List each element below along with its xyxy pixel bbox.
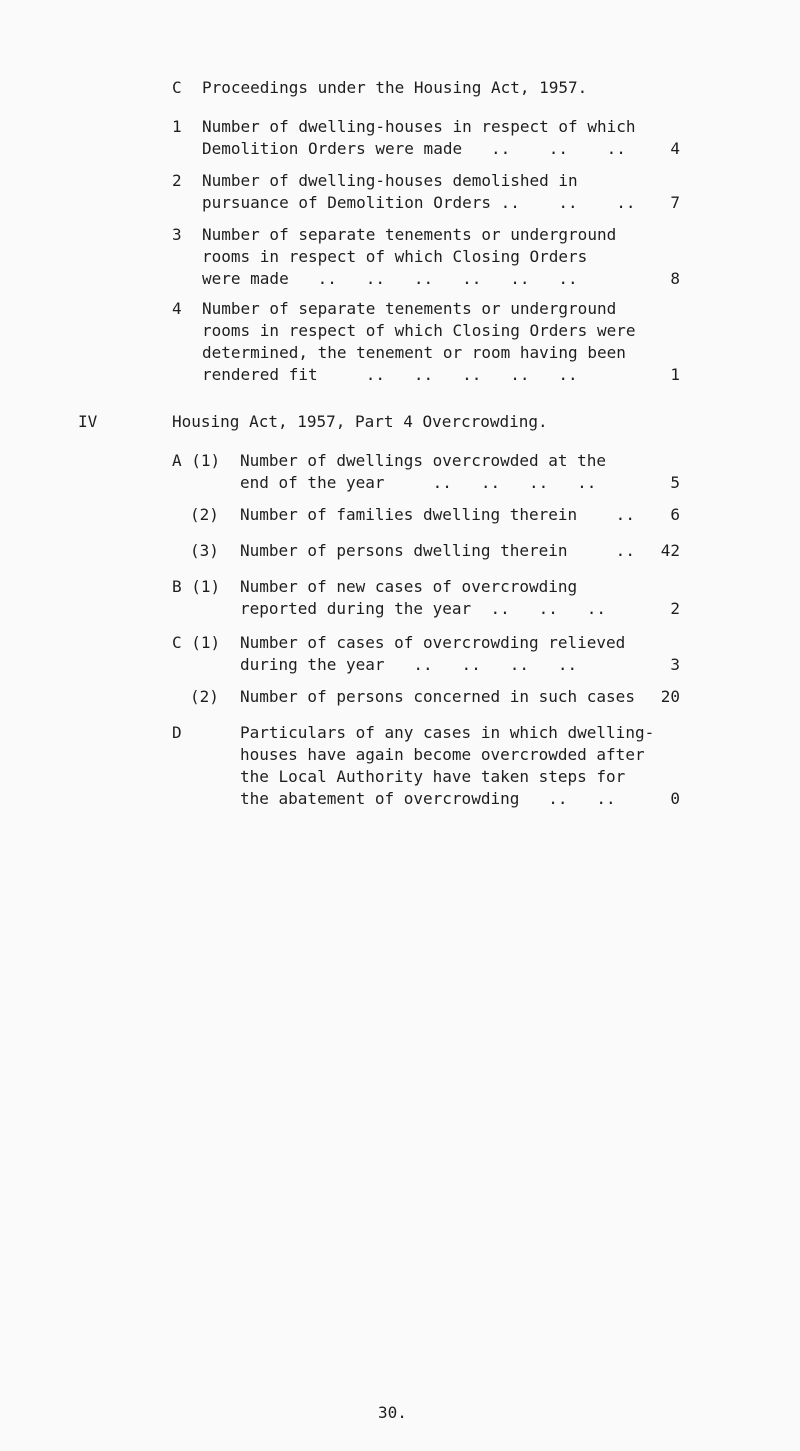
item-text-line: rooms in respect of which Closing Orders bbox=[202, 247, 588, 266]
item-number: 2 bbox=[172, 171, 182, 190]
item-value: 5 bbox=[670, 473, 680, 492]
item-text-line: Number of new cases of overcrowding bbox=[240, 577, 578, 596]
page-number: 30. bbox=[378, 1403, 407, 1422]
item-text-line: Number of separate tenements or underground bbox=[202, 225, 617, 244]
item-label: A (1) bbox=[172, 451, 221, 470]
item-label: (2) bbox=[190, 505, 219, 524]
item-text-line: end of the year .. .. .. .. bbox=[240, 473, 597, 492]
item-text-line: the Local Authority have taken steps for bbox=[240, 767, 626, 786]
item-value: 1 bbox=[670, 365, 680, 384]
item-text-line: Number of separate tenements or underground bbox=[202, 299, 617, 318]
item-text-line: the abatement of overcrowding .. .. bbox=[240, 789, 616, 808]
item-text-line: Number of cases of overcrowding relieved bbox=[240, 633, 626, 652]
item-number: 1 bbox=[172, 117, 182, 136]
item-text-line: were made .. .. .. .. .. .. bbox=[202, 269, 578, 288]
item-text-line: Number of persons concerned in such cases bbox=[240, 687, 635, 706]
item-value: 6 bbox=[670, 505, 680, 524]
item-text-line: Demolition Orders were made .. .. .. bbox=[202, 139, 626, 158]
section-iv-roman: IV bbox=[78, 412, 98, 431]
item-label: (2) bbox=[190, 687, 219, 706]
item-text-line: reported during the year .. .. .. bbox=[240, 599, 607, 618]
item-value: 3 bbox=[670, 655, 680, 674]
item-value: 8 bbox=[670, 269, 680, 288]
item-text-line: during the year .. .. .. .. bbox=[240, 655, 578, 674]
item-text-line: pursuance of Demolition Orders .. .. .. bbox=[202, 193, 636, 212]
item-number: 3 bbox=[172, 225, 182, 244]
item-value: 4 bbox=[670, 139, 680, 158]
item-text-line: Number of persons dwelling therein .. bbox=[240, 541, 635, 560]
item-label: D bbox=[172, 723, 182, 742]
item-text-line: houses have again become overcrowded after bbox=[240, 745, 645, 764]
item-text-line: Number of dwelling-houses demolished in bbox=[202, 171, 578, 190]
section-iv-heading: Housing Act, 1957, Part 4 Overcrowding. bbox=[172, 412, 548, 431]
item-text-line: Particulars of any cases in which dwelling- bbox=[240, 723, 655, 742]
item-text-line: determined, the tenement or room having been bbox=[202, 343, 626, 362]
item-value: 42 bbox=[660, 541, 680, 560]
item-label: (3) bbox=[190, 541, 219, 560]
section-c-heading: Proceedings under the Housing Act, 1957. bbox=[202, 78, 588, 97]
item-value: 7 bbox=[670, 193, 680, 212]
item-text-line: rooms in respect of which Closing Orders were bbox=[202, 321, 636, 340]
item-text-line: Number of families dwelling therein .. bbox=[240, 505, 635, 524]
item-text-line: Number of dwellings overcrowded at the bbox=[240, 451, 607, 470]
item-value: 20 bbox=[660, 687, 680, 706]
item-value: 0 bbox=[670, 789, 680, 808]
section-c-letter: C bbox=[172, 78, 182, 97]
item-label: B (1) bbox=[172, 577, 221, 596]
item-label: C (1) bbox=[172, 633, 221, 652]
item-value: 2 bbox=[670, 599, 680, 618]
item-text-line: Number of dwelling-houses in respect of which bbox=[202, 117, 636, 136]
item-number: 4 bbox=[172, 299, 182, 318]
item-text-line: rendered fit .. .. .. .. .. bbox=[202, 365, 578, 384]
